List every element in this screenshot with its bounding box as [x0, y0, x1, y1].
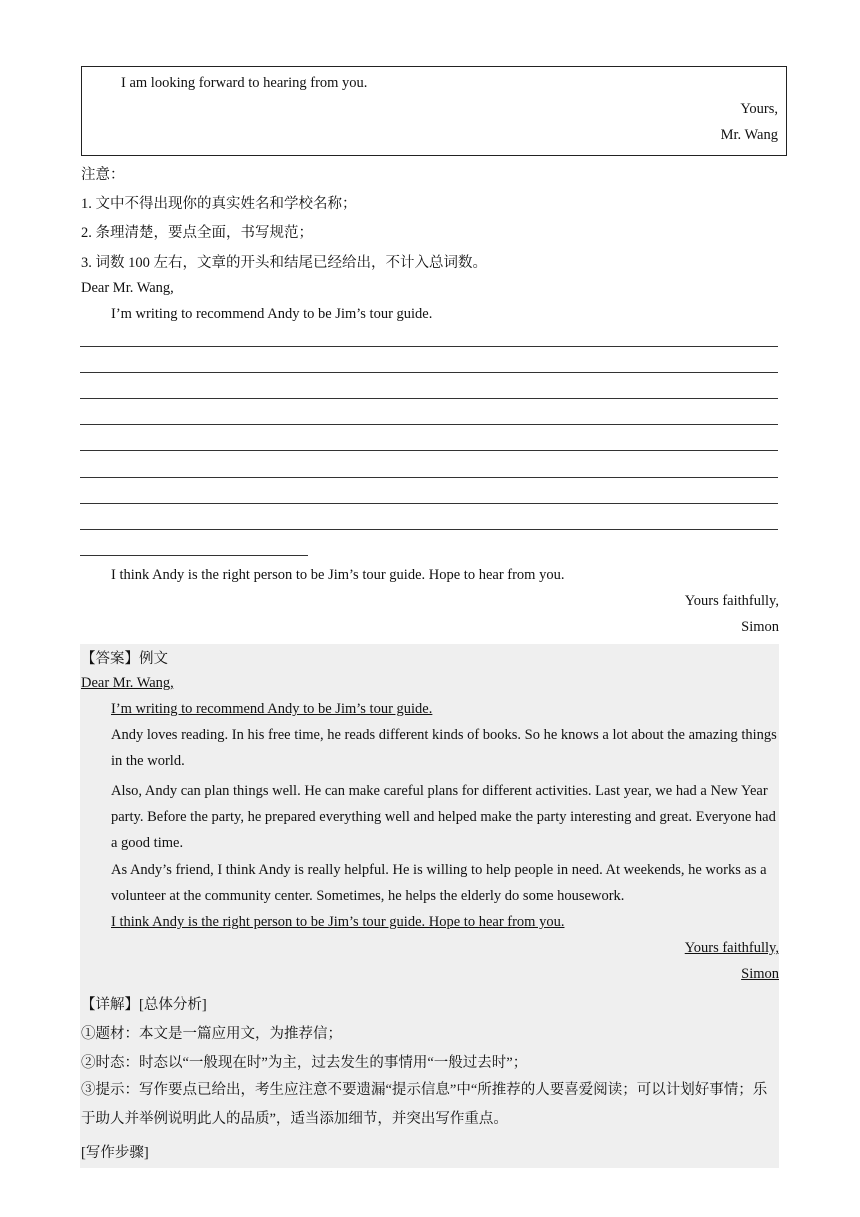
- writing-line: [80, 503, 778, 504]
- template-greeting: Dear Mr. Wang,: [81, 280, 174, 296]
- analysis-label: 【详解】[总体分析]: [81, 997, 207, 1013]
- answer-ending: I think Andy is the right person to be Jim’s tour guide. Hope to hear from you.: [111, 914, 565, 930]
- analysis-item-3: ③提示：写作要点已给出，考生应注意不要遗漏“提示信息”中“所推荐的人要喜爱阅读；可以计划好事情；乐于助人并举例说明此人的品质”，适当添加细节，并突出写作重点。: [81, 1082, 768, 1127]
- writing-line: [80, 477, 778, 478]
- analysis-item-2: ②时态：时态以“一般现在时”为主，过去发生的事情用“一般过去时”；: [81, 1055, 528, 1071]
- answer-name: Simon: [741, 966, 779, 982]
- note-item-3: 3. 词数 100 左右，文章的开头和结尾已经给出，不计入总词数。: [81, 255, 487, 271]
- note-item-1: 1. 文中不得出现你的真实姓名和学校名称；: [81, 196, 357, 212]
- note-item-2: 2. 条理清楚，要点全面，书写规范；: [81, 225, 313, 241]
- box-line: I am looking forward to hearing from you.: [121, 75, 368, 91]
- writing-line: [80, 372, 778, 373]
- writing-line: [80, 398, 778, 399]
- analysis-steps: [写作步骤]: [81, 1145, 149, 1161]
- template-ending: I think Andy is the right person to be Jim’s tour guide. Hope to hear from you.: [111, 567, 565, 583]
- box-closing: Yours,: [740, 101, 778, 117]
- answer-paragraph-2: Also, Andy can plan things well. He can make careful plans for different activities. Last year, we had a New Year party. Before the party, he prepared everything well and helped make the party interesting and great. Everyone had a good time.: [111, 783, 776, 851]
- writing-line: [80, 529, 778, 530]
- template-closing: Yours faithfully,: [684, 593, 779, 609]
- writing-line-short: [80, 555, 308, 556]
- answer-greeting: Dear Mr. Wang,: [81, 675, 174, 691]
- template-name: Simon: [741, 619, 779, 635]
- writing-line: [80, 450, 778, 451]
- letter-ending-box: [81, 66, 787, 156]
- analysis-item-1: ①题材：本文是一篇应用文，为推荐信；: [81, 1026, 342, 1042]
- writing-line: [80, 346, 778, 347]
- template-opening: I’m writing to recommend Andy to be Jim’s tour guide.: [111, 306, 433, 322]
- box-signature: Mr. Wang: [720, 127, 778, 143]
- writing-line: [80, 424, 778, 425]
- answer-label: 【答案】例文: [81, 651, 168, 667]
- notes-heading: 注意：: [81, 167, 125, 183]
- answer-paragraph-3: As Andy’s friend, I think Andy is really helpful. He is willing to help people in need. At weekends, he works as a volunteer at the community center. Sometimes, he helps the elderly do some housework.: [111, 862, 767, 904]
- answer-paragraph-1: Andy loves reading. In his free time, he reads different kinds of books. So he knows a lot about the amazing things in the world.: [111, 727, 777, 769]
- answer-opening: I’m writing to recommend Andy to be Jim’s tour guide.: [111, 701, 433, 717]
- answer-closing: Yours faithfully,: [684, 940, 779, 956]
